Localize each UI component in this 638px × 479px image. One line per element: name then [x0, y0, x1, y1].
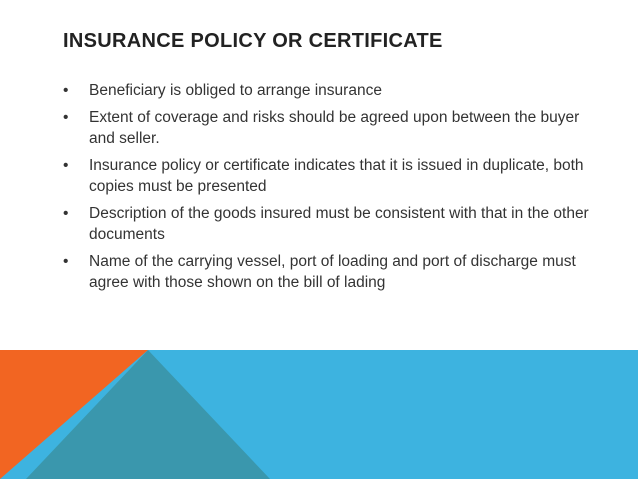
bullet-item [63, 80, 593, 101]
bullet-text: Beneficiary is obliged to arrange insurance [89, 82, 382, 99]
bullet-dot-icon: • [63, 253, 69, 270]
bullet-list [63, 80, 593, 299]
bullet-dot-icon: • [63, 82, 69, 99]
bullet-dot-icon: • [63, 109, 69, 126]
bullet-item [63, 203, 593, 245]
bullet-dot-icon: • [63, 157, 69, 174]
bullet-text: Insurance policy or certificate indicates that it is issued in duplicate, both copies must be presented [89, 157, 584, 195]
slide-title: INSURANCE POLICY OR CERTIFICATE [63, 30, 443, 52]
bullet-text: Name of the carrying vessel, port of loading and port of discharge must agree with those shown on the bill of lading [89, 253, 576, 291]
decorative-banner [0, 350, 638, 479]
bullet-item [63, 155, 593, 197]
bullet-text: Extent of coverage and risks should be agreed upon between the buyer and seller. [89, 109, 580, 147]
bullet-item [63, 107, 593, 149]
bullet-item [63, 251, 593, 293]
bullet-dot-icon: • [63, 205, 69, 222]
bullet-text: Description of the goods insured must be consistent with that in the other documents [89, 205, 589, 243]
